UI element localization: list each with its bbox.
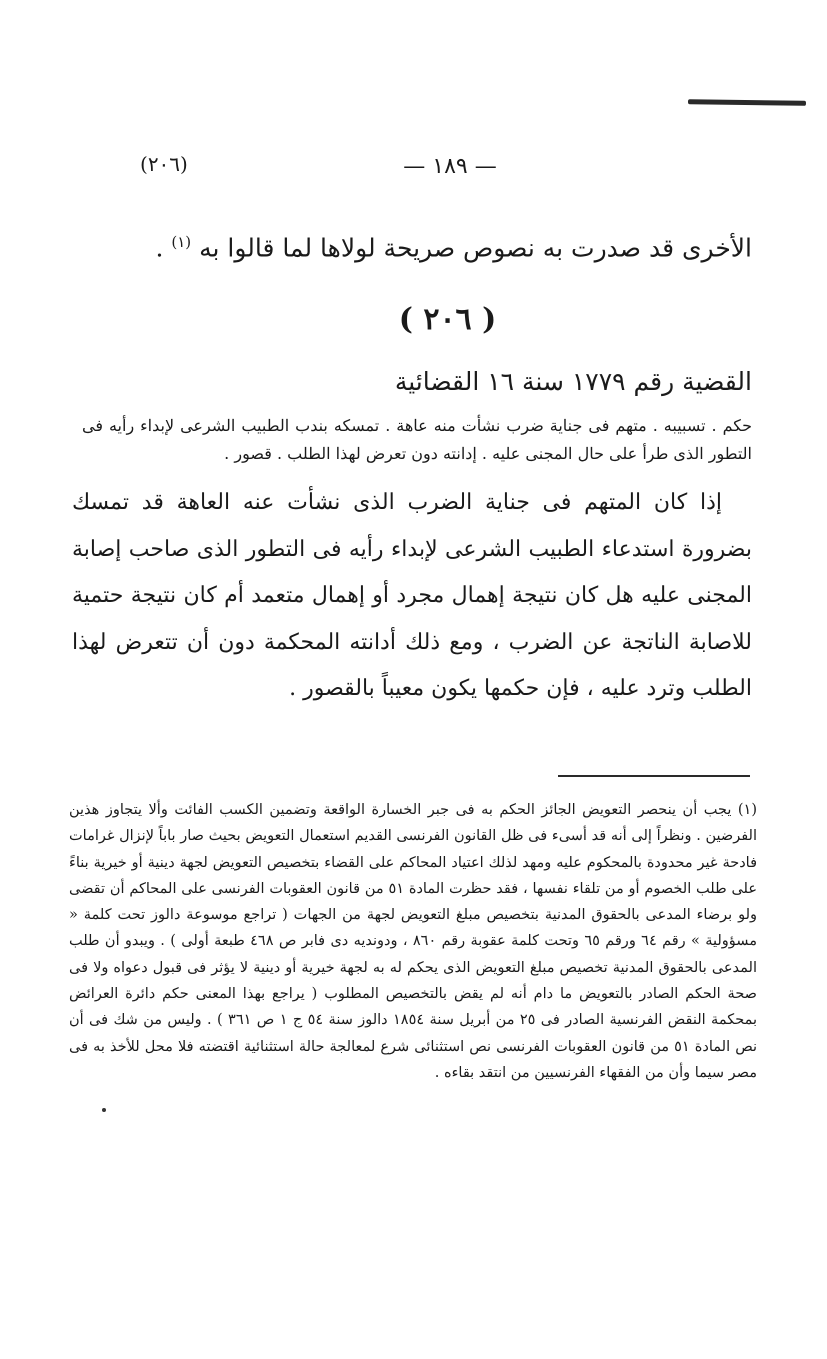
footnote: (١) يجب أن ينحصر التعويض الجائز الحكم به فى جبر الخسارة الواقعة وتضمين الكسب الفائت وألا يتجاوز هذين الفرضين . ونظراً إلى أنه قد أسىء فى ظل القانون الفرنسى القديم استعمال التعويض بحيث صار باباً لإنزال غرامات فادحة غير محدودة بالمحكوم عليه ومهد لذلك اعتياد المحاكم على القضاء بتخصيص التعويض لجهة دينية أو خيرية بناءً على طلب الخصوم أو من تلقاء نفسها ، فقد حظرت المادة ٥١ من قانون العقوبات الفرنسى على المحاكم أن تقضى ولو برضاء المدعى بالحقوق المدنية بتخصيص مبلغ التعويض لجهة من الجهات ( تراجع موسوعة دالوز تحت كلمة « مسؤولية » رقم ٦٤ ورقم ٦٥ وتحت كلمة عقوبة رقم ٨٦٠ ، ودونديه دى فابر ص ٤٦٨ طبعة أولى ) . ويبدو أن طلب المدعى بالحقوق المدنية تخصيص مبلغ التعويض الذى يحكم له به لجهة خيرية أو دينية لا يؤثر فى قبول دعواه ولا فى صحة الحكم الصادر بالتعويض ما دام أنه لم يقض بالتخصيص المطلوب ( يراجع بهذا المعنى حكم دائرة العرائض بمحكمة النقض الفرنسية الصادر فى ٢٥ من أبريل سنة ١٨٥٤ دالوز سنة ٥٤ ج ١ ص ٣٦١ ) . وليس من شك فى أن نص المادة ٥١ من قانون العقوبات الفرنسى نص استثنائى شرع لمعالجة حالة استثنائية اقتضته فلا محل للأخذ به فى مصر سيما وأن من الفقهاء الفرنسيين من انتقد بقاءه .: [69, 802, 757, 1081]
case-title: القضية رقم ١٧٧٩ سنة ١٦ القضائية: [394, 367, 752, 396]
continuation-paragraph: [82, 222, 752, 268]
continuation-end: .: [155, 233, 172, 263]
footnote-marker: (١): [171, 233, 192, 251]
continuation-text: الأخرى قد صدرت به نصوص صريحة لولاها لما قالوا به: [199, 233, 752, 263]
page-number: — ١٨٩ —: [403, 154, 497, 179]
margin-dot: [102, 1108, 106, 1112]
section-reference: (٢٠٦): [140, 152, 188, 176]
running-head: [0, 148, 827, 188]
ruling-paragraph: إذا كان المتهم فى جناية الضرب الذى نشأت عنه العاهة قد تمسك بضرورة استدعاء الطبيب الشرعى لإبداء رأيه فى التطور الذى صاحب إصابة المجنى عليه هل كان نتيجة إهمال مجرد أو إهمال متعمد أم كان نتيجة حتمية للاصابة الناتجة عن الضرب ، ومع ذلك أدانته المحكمة دون أن تتعرض لهذا الطلب وترد عليه ، فإن حكمها يكون معيباً بالقصور .: [72, 490, 752, 701]
case-number-heading: ( ٢٠٦ ): [398, 302, 497, 337]
footnote-separator: [558, 775, 750, 777]
top-margin-rule: [688, 99, 806, 106]
headnote: حكم . تسبيبه . متهم فى جناية ضرب نشأت منه عاهة . تمسكه بندب الطبيب الشرعى لإبداء رأيه فى التطور الذى طرأ على حال المجنى عليه . إدانته دون تعرض لهذا الطلب . قصور .: [82, 416, 752, 463]
